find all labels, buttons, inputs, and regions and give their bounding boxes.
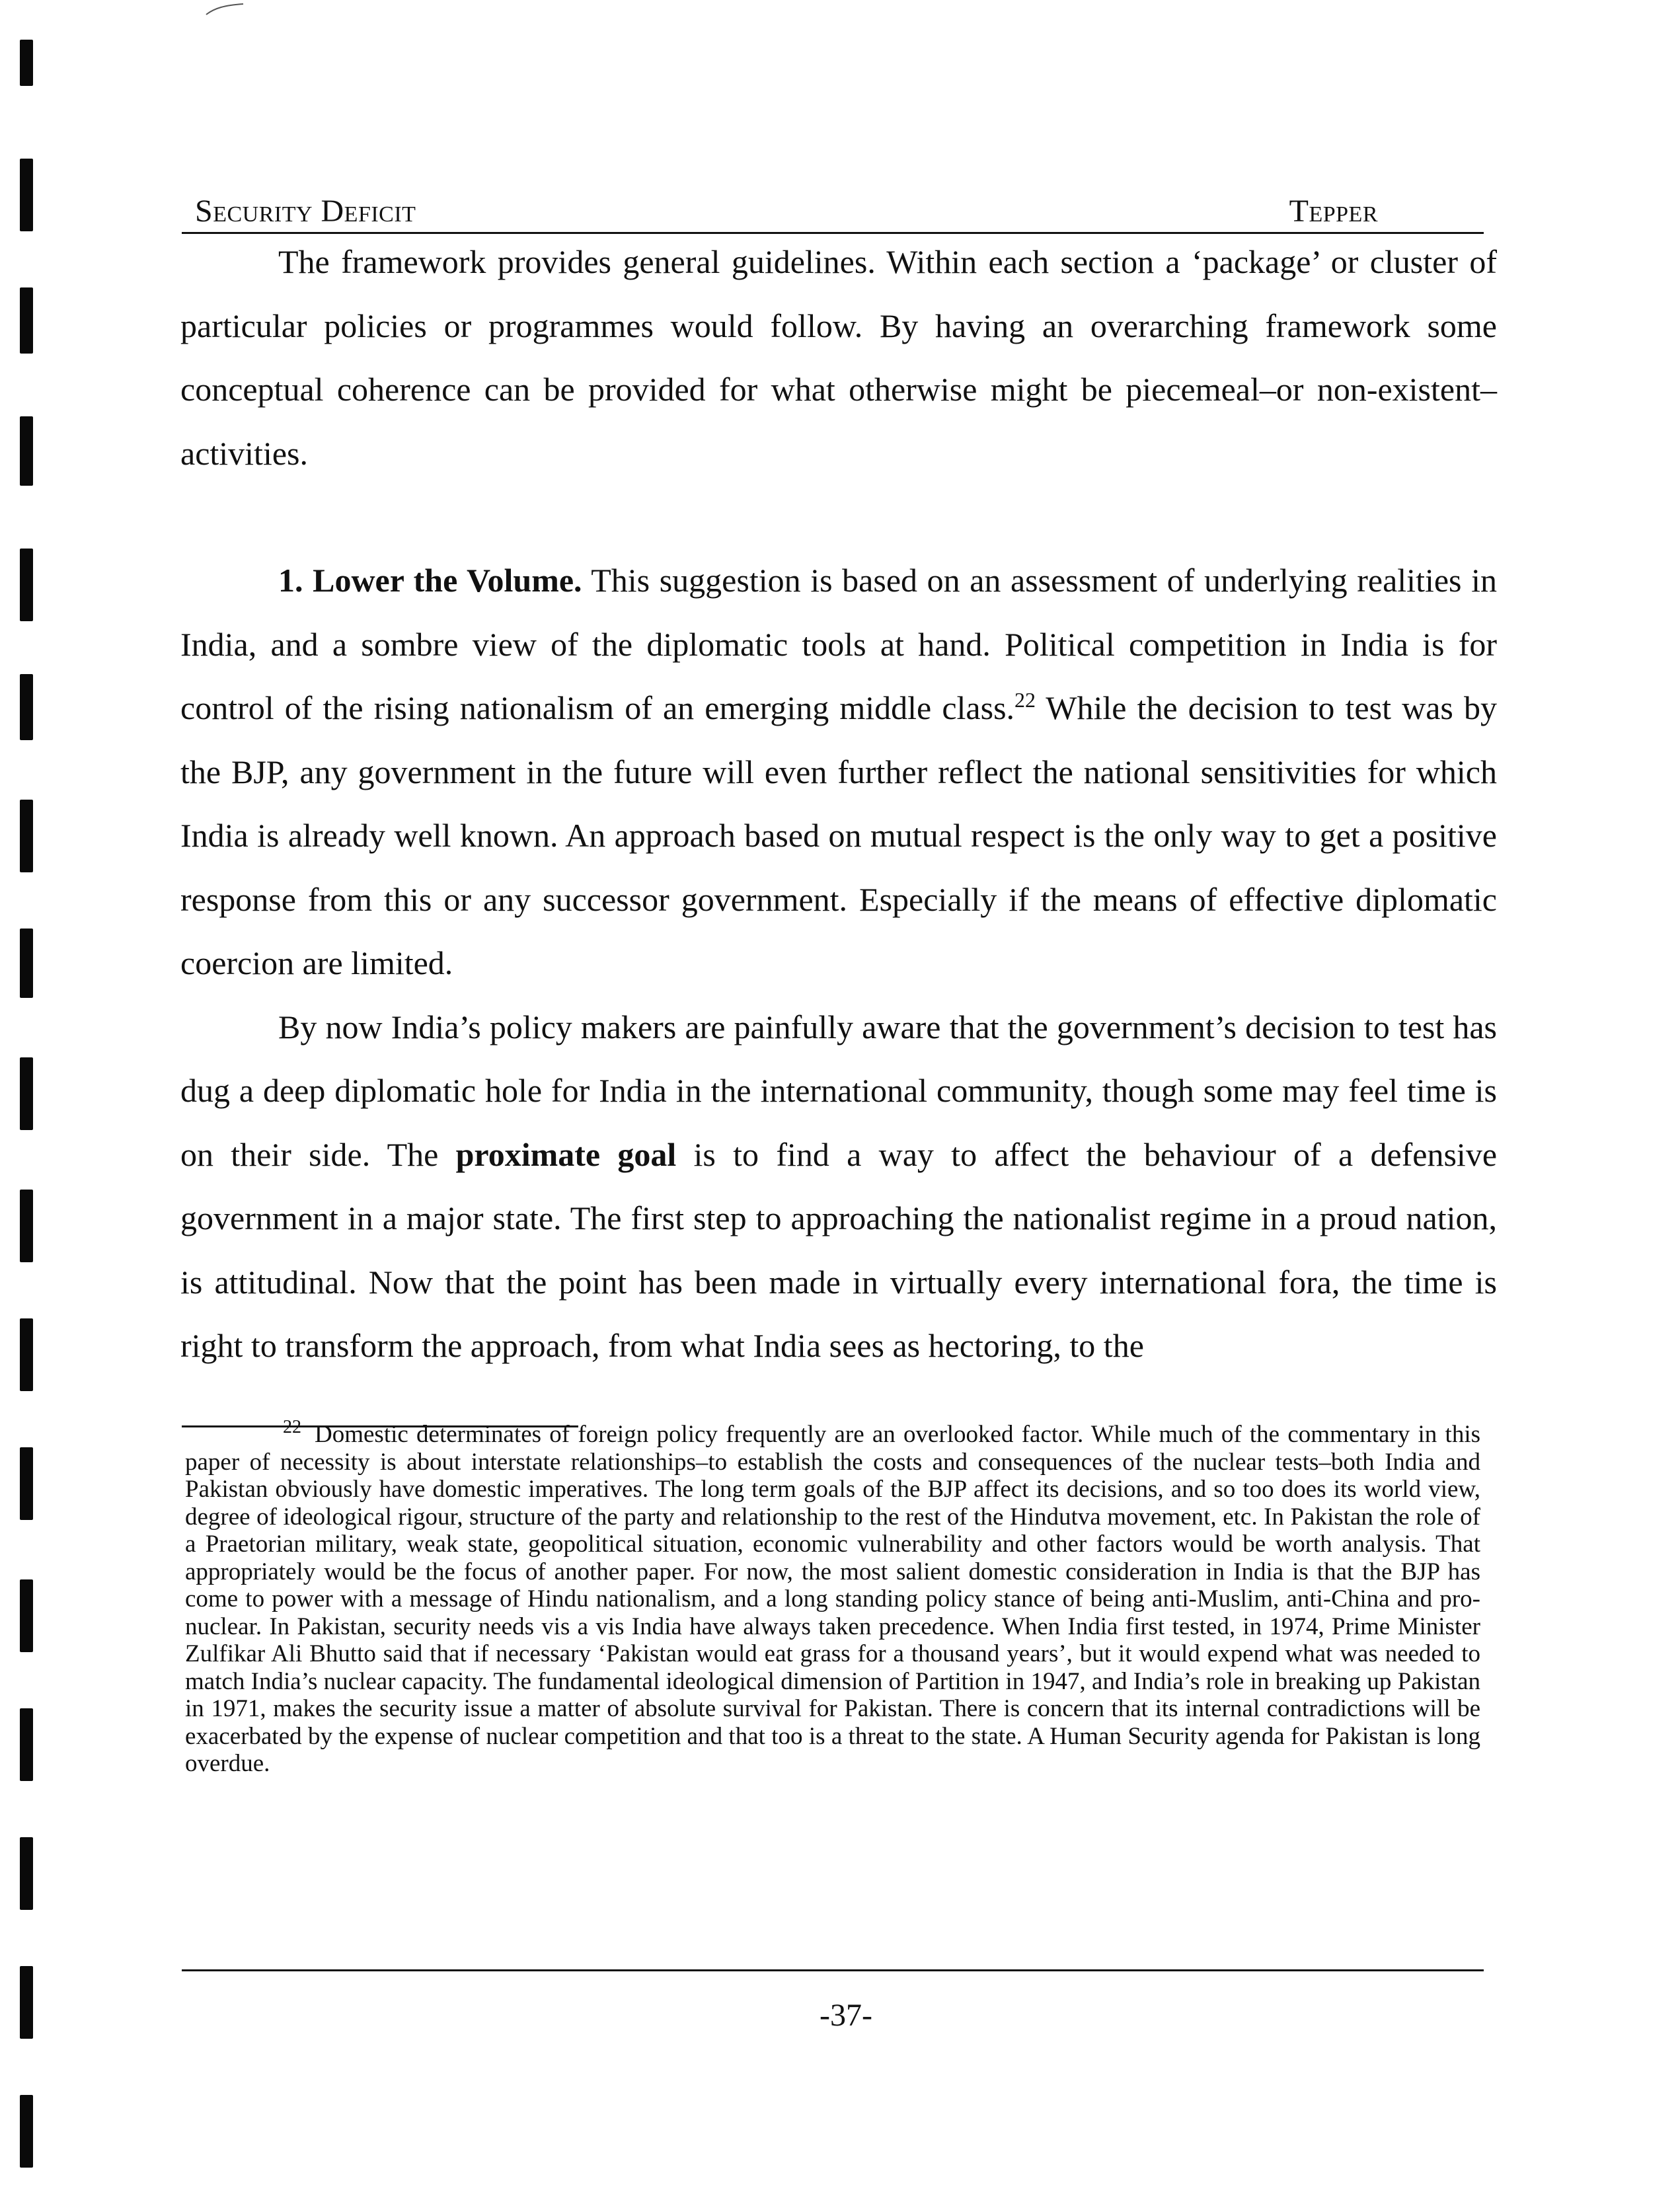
binding-mark bbox=[20, 1579, 33, 1652]
paragraph-text: This suggestion is based on an assessment of underlying realities in India, and a sombre view of the diplomatic tools at hand. Political competition in India is for control of the rising nationalism of an emerging middle class. bbox=[180, 562, 1497, 726]
binding-mark bbox=[20, 800, 33, 872]
header-title: Security Deficit bbox=[195, 194, 416, 229]
paragraph-text: By now India’s policy makers are painfully aware that the government’s decision to test has dug a deep diplomatic hole for India in the international community, though some may feel time is on their side. The bbox=[180, 1008, 1497, 1173]
paragraph-policy-makers bbox=[180, 995, 1497, 1378]
binding-mark bbox=[20, 1837, 33, 1910]
binding-marks bbox=[20, 40, 36, 2181]
page-number: -37- bbox=[820, 1998, 872, 2033]
paragraph-lower-the-volume bbox=[180, 549, 1497, 995]
footnote-number: 22 bbox=[283, 1417, 301, 1437]
header-author: Tepper bbox=[1289, 194, 1378, 229]
footnote bbox=[185, 1417, 1480, 1778]
binding-mark bbox=[20, 1190, 33, 1262]
binding-mark bbox=[20, 549, 33, 621]
scan-squiggle bbox=[205, 0, 245, 20]
bottom-rule bbox=[182, 1969, 1484, 1971]
footnote-text: Domestic determinates of foreign policy frequently are an overlooked factor. While much of the commentary in this paper of necessity is about interstate relationships–to establish the costs and consequences of the nuclear tests–both India and Pakistan obviously have domestic imperatives. The long term goals of the BJP affect its decisions, and so too does its world view, degree of ideological rigour, structure of the party and relationship to the rest of the Hindutva movement, etc. In Pakistan the role of a Praetorian military, weak state, geopolitical situation, economic vulnerability and other factors would be worth analysis. That appropriately would be the focus of another paper. For now, the most salient domestic consideration in India is that the BJP has come to power with a message of Hindu nationalism, and a long standing policy stance of being anti-Muslim, anti-China and pro-nuclear. In Pakistan, security needs vis a vis India have always taken precedence. When India first tested, in 1974, Prime Minister Zulfikar Ali Bhutto said that if necessary ‘Pakistan would eat grass for a thousand years’, but it would expend what was needed to match India’s nuclear capacity. The fundamental ideological dimension of Partition in 1947, and India’s role in breaking up Pakistan in 1971, makes the security issue a matter of absolute survival for Pakistan. There is concern that its internal contradictions will be exacerbated by the expense of nuclear competition and that too is a threat to the state. A Human Security agenda for Pakistan is long overdue. bbox=[185, 1421, 1480, 1777]
binding-mark bbox=[20, 1447, 33, 1520]
binding-mark bbox=[20, 1057, 33, 1130]
binding-mark bbox=[20, 1966, 33, 2039]
binding-mark bbox=[20, 287, 33, 354]
binding-mark bbox=[20, 929, 33, 998]
binding-mark bbox=[20, 40, 33, 86]
binding-mark bbox=[20, 159, 33, 231]
footnote-reference[interactable]: 22 bbox=[1014, 688, 1036, 712]
bold-term: proximate goal bbox=[455, 1135, 677, 1173]
binding-mark bbox=[20, 1318, 33, 1391]
footnote-paragraph bbox=[185, 1417, 1480, 1778]
section-heading: 1. Lower the Volume. bbox=[278, 562, 582, 599]
main-text bbox=[180, 230, 1497, 1378]
paragraph-text: While the decision to test was by the BJP, any government in the future will even further reflect the national sensitivities for which India is already well known. An approach based on mutual respect is the only way to get a positive response from this or any successor government. Especially if the means of effective diplomatic coercion are limited. bbox=[180, 689, 1497, 981]
paragraph-framework: The framework provides general guidelines. Within each section a ‘package’ or cluster of particular policies or programmes would follow. By having an overarching framework some conceptual coherence can be provided for what otherwise might be piecemeal–or non-existent–activities. bbox=[180, 243, 1497, 472]
running-header bbox=[182, 187, 1484, 234]
paragraph-text: is to find a way to affect the behaviour of a defensive government in a major state. The first step to approaching the nationalist regime in a proud nation, is attitudinal. Now that the point has been made in virtually every international fora, the time is right to transform the approach, from what India sees as hectoring, to the bbox=[180, 1135, 1498, 1364]
binding-mark bbox=[20, 674, 33, 740]
binding-mark bbox=[20, 2095, 33, 2168]
binding-mark bbox=[20, 1708, 33, 1781]
binding-mark bbox=[20, 416, 33, 486]
